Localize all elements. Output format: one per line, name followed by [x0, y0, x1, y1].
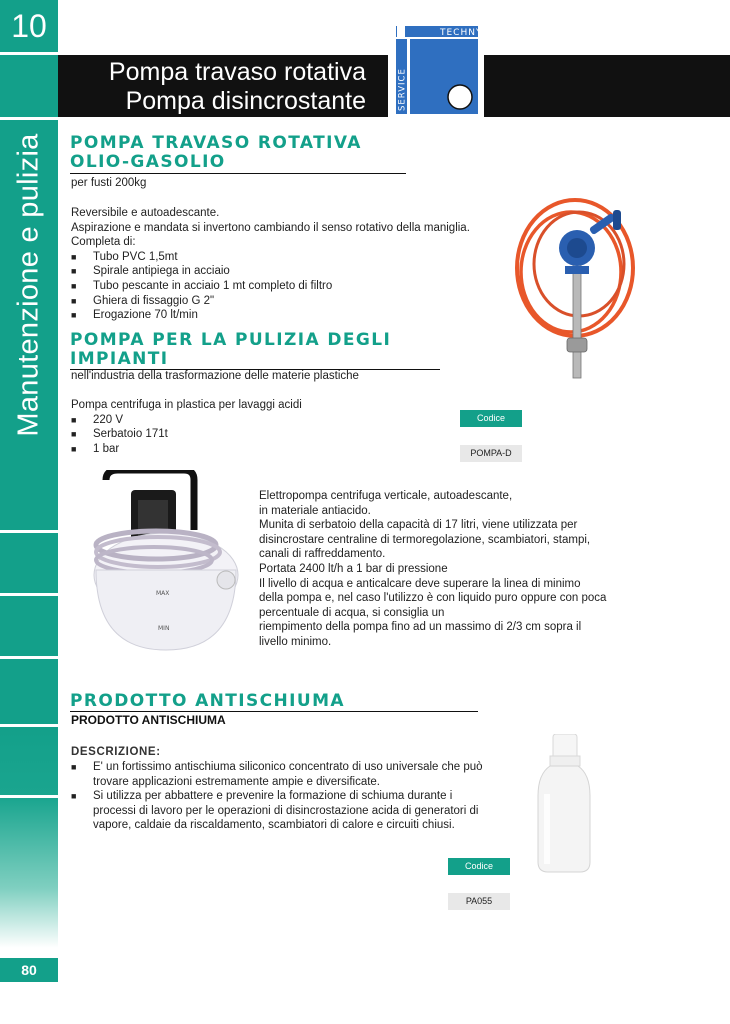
section1-desc-line1: Reversibile e autoadescante.	[71, 207, 220, 219]
page-title	[60, 58, 366, 116]
section2-code-value: POMPA-D	[460, 445, 522, 462]
desc-line: canali di raffreddamento.	[259, 548, 386, 561]
bullet-line: ■ E' un fortissimo antischiuma siliconico concentrato di uso universale che può	[93, 761, 483, 773]
chapter-number: 10	[11, 8, 47, 44]
list-item: ■ Tubo PVC 1,5mt	[71, 250, 491, 265]
section2-heading	[70, 331, 450, 369]
section1-heading	[70, 134, 430, 172]
desc-line: della pompa e, nel caso l'utilizzo è con liquido puro oppure con poca	[259, 592, 607, 605]
rotary-pump-graphic	[505, 188, 640, 383]
section3-bullet-list	[71, 760, 491, 833]
desc-line: livello minimo.	[259, 635, 332, 648]
section2-heading-line1: POMPA PER LA PULIZIA DEGLI	[70, 330, 392, 350]
desc-line: Portata 2400 lt/h a 1 bar di pressione	[259, 562, 448, 575]
section3-rule	[70, 711, 478, 712]
list-item	[71, 760, 491, 789]
section2-subtitle: nell'industria della trasformazione delle materie plastiche	[71, 370, 359, 382]
techny-service-logo	[394, 24, 480, 116]
section1-subtitle: per fusti 200kg	[71, 177, 147, 189]
section3-subheading: PRODOTTO ANTISCHIUMA	[71, 713, 226, 727]
bullet-line: processi di lavoro per le operazioni di disincrostazione acida di generatori di	[93, 804, 479, 817]
list-item: ■ 1 bar	[71, 442, 371, 457]
logo-graphic	[394, 24, 480, 116]
section3-code-label: Codice	[448, 858, 510, 875]
section1-desc-line3: Completa di:	[71, 236, 136, 249]
list-item: ■ Tubo pescante in acciaio 1 mt completo di filtro	[71, 279, 491, 294]
bullet-line: trovare applicazioni estremamente ampie e diversificate.	[93, 775, 380, 788]
list-item: ■ 220 V	[71, 413, 371, 428]
antifoam-bottle-image	[536, 734, 592, 874]
page-number: 80	[0, 958, 58, 982]
section1-heading-line1: POMPA TRAVASO ROTATIVA	[70, 133, 362, 153]
section1-heading-line2: OLIO-GASOLIO	[70, 152, 226, 172]
desc-line: Elettropompa centrifuga verticale, autoadescante,	[259, 490, 513, 502]
rotary-pump-image	[505, 188, 640, 383]
chapter-title-text: Manutenzione e pulizia	[12, 133, 45, 437]
sidebar-fade-block	[0, 798, 58, 948]
section2-code-label: Codice	[460, 410, 522, 427]
chapter-title-vertical	[6, 133, 52, 437]
section1-desc-line2: Aspirazione e mandata si invertono cambiando il senso rotativo della maniglia.	[71, 221, 470, 234]
list-item	[71, 789, 491, 833]
sidebar-block	[0, 596, 58, 656]
section2-spec-list	[71, 413, 371, 457]
list-item: ■ Spirale antipiega in acciaio	[71, 264, 491, 279]
sidebar-block	[0, 55, 58, 117]
section2-specs	[71, 398, 371, 456]
page-title-line1: Pompa travaso rotativa	[108, 58, 366, 86]
sidebar-block	[0, 727, 58, 795]
section2-intro: Pompa centrifuga in plastica per lavaggi acidi	[71, 399, 302, 411]
desc-line: percentuale di acqua, si consiglia un	[259, 606, 445, 619]
section2-heading-line2: IMPIANTI	[70, 349, 169, 369]
bullet-line: vapore, caldaie da riscaldamento, scambiatori di calore e circuiti chiusi.	[93, 819, 455, 832]
list-item: ■ Serbatoio 171t	[71, 427, 371, 442]
list-item: ■ Erogazione 70 lt/min	[71, 308, 491, 323]
list-item: ■ Ghiera di fissaggio G 2"	[71, 294, 491, 309]
desc-line: in materiale antiacido.	[259, 504, 371, 517]
sidebar-block	[0, 533, 58, 593]
section1-rule	[70, 173, 406, 174]
desc-line: Il livello di acqua e anticalcare deve superare la linea di minimo	[259, 577, 581, 590]
sidebar-block	[0, 659, 58, 724]
section3-description	[71, 760, 491, 833]
bullet-line: ■ Si utilizza per abbattere e prevenire la formazione di schiuma durante i	[93, 790, 453, 803]
section3-heading: PRODOTTO ANTISCHIUMA	[70, 691, 345, 711]
desc-line: disincrostare centraline di termoregolazione, scambiatori, stampi,	[259, 533, 591, 546]
page-title-line2: Pompa disincrostante	[125, 87, 366, 115]
logo-side-text: SERVICE	[397, 68, 408, 111]
desc-line: riempimento della pompa fino ad un massimo di 2/3 cm sopra il	[259, 621, 582, 634]
pump-max-label: MAX	[156, 590, 170, 597]
section2-description	[259, 489, 609, 650]
title-bar-right	[484, 55, 730, 117]
section3-desc-label: DESCRIZIONE:	[71, 746, 161, 758]
pump-min-label: MIN	[158, 625, 170, 632]
descaling-pump-image	[86, 470, 246, 655]
desc-line: Munita di serbatoio della capacità di 17 litri, viene utilizzata per	[259, 519, 578, 532]
section3-code-value: PA055	[448, 893, 510, 910]
logo-top-text: TECHNY	[440, 28, 480, 38]
section1-description	[71, 206, 491, 323]
section1-feature-list	[71, 250, 491, 323]
descaling-pump-graphic	[86, 470, 246, 655]
bottle-graphic	[536, 734, 592, 874]
